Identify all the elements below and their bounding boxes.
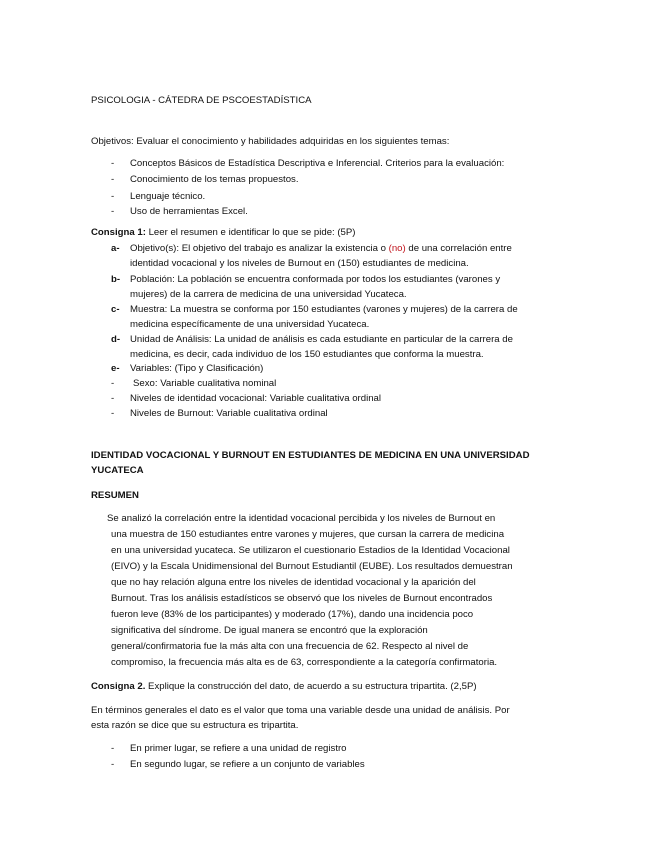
resumen-line: Burnout. Tras los análisis estadísticos se observó que los niveles de Burnout encontrados — [111, 593, 493, 604]
item-marker: c- — [111, 304, 120, 315]
bullet-dash: - — [111, 191, 115, 202]
consigna-2-label: Consigna 2. — [91, 681, 146, 692]
consigna-2-heading — [91, 681, 477, 693]
item-a-text-end: de una correlación entre — [405, 243, 512, 254]
resumen-line: general/confirmatoria fue la más alta con una frecuencia de 62. Respecto al nivel de — [111, 641, 469, 652]
bullet-dash: - — [111, 174, 115, 185]
objective-item: Conocimiento de los temas propuestos. — [130, 174, 299, 185]
variable-item: Sexo: Variable cualitativa nominal — [133, 378, 277, 389]
item-a-line-1 — [130, 243, 512, 255]
item-b-line-2: mujeres) de la carrera de medicina de una universidad Yucateca. — [130, 289, 407, 300]
item-b-line-1: Población: La población se encuentra conformada por todos los estudiantes (varones y — [130, 274, 501, 285]
bullet-dash: - — [111, 378, 115, 389]
resumen-line: fueron leve (83% de los participantes) y moderado (17%), dando una incidencia poco — [111, 609, 474, 620]
consigna-2-paragraph-line: esta razón se dice que su estructura es tripartita. — [91, 720, 299, 731]
item-marker: e- — [111, 363, 120, 374]
page-title: PSICOLOGIA - CÁTEDRA DE PSCOESTADÍSTICA — [91, 95, 312, 106]
item-a-line-2: identidad vocacional y los niveles de Burnout en (150) estudiantes de medicina. — [130, 258, 469, 269]
objective-item: Conceptos Básicos de Estadística Descriptiva e Inferencial. Criterios para la evaluación: — [130, 158, 505, 169]
consigna-1-text: Leer el resumen e identificar lo que se pide: (5P) — [145, 227, 356, 238]
article-title-line-1: IDENTIDAD VOCACIONAL Y BURNOUT EN ESTUDIANTES DE MEDICINA EN UNA UNIVERSIDAD — [91, 450, 530, 461]
resumen-line: significativa del síndrome. De igual manera se encontró que la exploración — [111, 625, 428, 636]
resumen-line: una muestra de 150 estudiantes entre varones y mujeres, que cursan la carrera de medicina — [111, 529, 505, 540]
consigna-2-paragraph-line: En términos generales el dato es el valor que toma una variable desde una unidad de análisis. Por — [91, 705, 510, 716]
resumen-line: Se analizó la correlación entre la identidad vocacional percibida y los niveles de Burnout en — [107, 513, 496, 524]
resumen-heading: RESUMEN — [91, 490, 139, 501]
bullet-dash: - — [111, 759, 115, 770]
article-title-line-2: YUCATECA — [91, 465, 144, 476]
consigna-1-heading — [91, 227, 355, 239]
item-c-line-2: medicina específicamente de una universidad Yucateca. — [130, 319, 370, 330]
item-e-line-1: Variables: (Tipo y Clasificación) — [130, 363, 264, 374]
consigna-2-item: En segundo lugar, se refiere a un conjunto de variables — [130, 759, 365, 770]
consigna-2-item: En primer lugar, se refiere a una unidad de registro — [130, 743, 347, 754]
resumen-line: compromiso, la frecuencia más alta es de 63, correspondiente a la categoría confirmatoria. — [111, 657, 498, 668]
consigna-1-label: Consigna 1: — [91, 227, 146, 238]
item-d-line-1: Unidad de Análisis: La unidad de análisis es cada estudiante en particular de la carrera de — [130, 334, 513, 345]
item-c-line-1: Muestra: La muestra se conforma por 150 estudiantes (varones y mujeres) de la carrera de — [130, 304, 518, 315]
item-marker: d- — [111, 334, 121, 345]
bullet-dash: - — [111, 743, 115, 754]
item-marker: b- — [111, 274, 121, 285]
item-a-highlight: (no) — [388, 243, 406, 254]
objective-item: Lenguaje técnico. — [130, 191, 206, 202]
bullet-dash: - — [111, 408, 115, 419]
objective-item: Uso de herramientas Excel. — [130, 206, 248, 217]
item-d-line-2: medicina, es decir, cada individuo de los 150 estudiantes que conforma la muestra. — [130, 349, 484, 360]
variable-item: Niveles de identidad vocacional: Variable cualitativa ordinal — [130, 393, 382, 404]
bullet-dash: - — [111, 393, 115, 404]
item-a-text: Objetivo(s): El objetivo del trabajo es analizar la existencia o — [130, 243, 389, 254]
resumen-line: que no hay relación alguna entre los niveles de identidad vocacional y la aparición del — [111, 577, 476, 588]
resumen-line: (EIVO) y la Escala Unidimensional del Burnout Estudiantil (EUBE). Los resultados demuestran — [111, 561, 513, 572]
item-marker: a- — [111, 243, 120, 254]
bullet-dash: - — [111, 206, 115, 217]
bullet-dash: - — [111, 158, 115, 169]
resumen-line: en una universidad yucateca. Se utilizaron el cuestionario Estadios de la Identidad Vocacional — [111, 545, 510, 556]
consigna-2-text: Explique la construcción del dato, de acuerdo a su estructura tripartita. (2,5P) — [145, 681, 477, 692]
objectives-intro: Objetivos: Evaluar el conocimiento y habilidades adquiridas en los siguientes temas: — [91, 136, 450, 147]
variable-item: Niveles de Burnout: Variable cualitativa ordinal — [130, 408, 328, 419]
